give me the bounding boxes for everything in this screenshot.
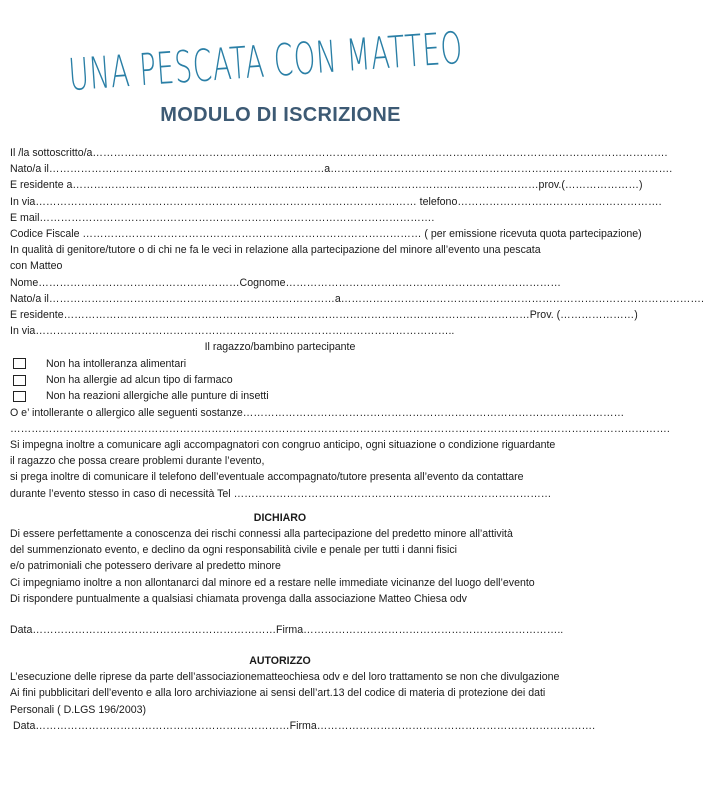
minor-address-field[interactable]: In via………………………………………………………………………………………………………..	[10, 325, 455, 338]
allergy-continuation-field[interactable]: …………………………………………………………………………………………………………………………………………………………………….	[10, 422, 670, 435]
commitment-line-2: il ragazzo che possa creare problemi durante l’evento,	[10, 455, 265, 468]
signer-tax-code-field[interactable]: Codice Fiscale …………………………………………………………………………………… ( per emissione ricevuta quota partecipazione)	[10, 227, 642, 240]
dichiaro-line: Di essere perfettamente a conoscenza dei rischi connessi alla partecipazione del predetto minore all’attività	[10, 527, 513, 540]
event-logo	[62, 6, 700, 102]
dichiaro-signature-row	[10, 622, 564, 638]
checkbox[interactable]	[13, 391, 26, 402]
option-insect-allergy[interactable]	[10, 388, 550, 404]
guardian-statement: In qualità di genitore/tutore o di chi ne fa le veci in relazione alla partecipazione del minore all’evento una pescata con Matteo	[10, 244, 541, 273]
date-field[interactable]: Data………………………………………………………………	[13, 719, 290, 732]
signer-address-phone-field[interactable]: In via……………………………………………………………………………………………… telefono………………………………………………….	[10, 195, 662, 208]
signature-field[interactable]: Firma………………………………………………………………..	[276, 623, 564, 636]
signature-field[interactable]: Firma…………………………………………………………………….	[289, 719, 596, 732]
dichiaro-line: e/o patrimoniali che potessero derivare al predetto minore	[10, 560, 281, 573]
signer-birth-field[interactable]: Nato/a il……………………………………………………………………a…………………………………………………………………………………….	[10, 163, 673, 176]
form-title: MODULO DI ISCRIZIONE	[160, 104, 401, 126]
signer-name-field[interactable]: Il /la sottoscritto/a……………………………………………………………………………………………………………………………………………….	[10, 147, 668, 159]
allergy-field[interactable]: O e’ intollerante o allergico alle seguenti sostanze………………………………………………………………………………………………	[10, 406, 625, 419]
commitment-line-1: Si impegna inoltre a comunicare agli accompagnatori con congruo anticipo, ogni situazione o condizione riguardante	[10, 439, 556, 452]
option-drug-allergy[interactable]	[10, 372, 550, 388]
guardian-phone-field[interactable]: durante l’evento stesso in caso di necessità Tel ………………………………………………………………………………	[10, 487, 552, 500]
date-field[interactable]: Data……………………………………………………………	[10, 623, 277, 636]
autorizzo-signature-row	[10, 718, 596, 734]
autorizzo-line: Personali ( D.LGS 196/2003)	[10, 703, 147, 716]
event-logo-text: UNA PESCATA CON MATTEO	[66, 6, 700, 102]
autorizzo-line: L’esecuzione delle riprese da parte dell’associazionematteochiesa odv e del loro trattamento se non che divulgazione	[10, 671, 560, 684]
registration-form	[10, 145, 704, 734]
autorizzo-heading: AUTORIZZO	[249, 655, 311, 668]
minor-residence-field[interactable]: E residente……………………………………………………………………………………………………………………Prov. (…………………)	[10, 308, 638, 321]
commitment-line-3: si prega inoltre di comunicare il telefono dell’eventuale accompagnato/tutore presenta all’evento da contattare	[10, 471, 524, 484]
dichiaro-line: del summenzionato evento, e declino da ogni responsabilità civile e penale per tutti i danni fisici	[10, 544, 457, 557]
participant-heading: Il ragazzo/bambino partecipante	[204, 341, 356, 354]
dichiaro-line: Di rispondere puntualmente a qualsiasi chiamata provenga dalla associazione Matteo Chiesa odv	[10, 592, 467, 605]
autorizzo-line: Ai fini pubblicitari dell’evento e alla loro archiviazione ai sensi dell’art.13 del codice di materia di protezione dei dati	[10, 687, 546, 700]
dichiaro-heading: DICHIARO	[253, 511, 307, 524]
option-food-intolerance[interactable]	[10, 355, 550, 371]
option-label: Non ha intolleranza alimentari	[46, 357, 187, 370]
option-label: Non ha allergie ad alcun tipo di farmaco	[46, 373, 233, 386]
dichiaro-line: Ci impegniamo inoltre a non allontanarci dal minore ed a restare nelle immediate vicinanze del luogo dell’evento	[10, 576, 535, 589]
minor-birth-field[interactable]: Nato/a il………………………………………………………………………a………………………………………………………………………………………….	[10, 292, 704, 305]
minor-name-field[interactable]: Nome…………………………………………………Cognome……………………………………………………………………	[10, 276, 561, 289]
signer-email-field[interactable]: E mail………………………………………………………………………………………………….	[10, 211, 435, 224]
checkbox[interactable]	[13, 358, 26, 369]
option-label: Non ha reazioni allergiche alle punture di insetti	[46, 390, 269, 403]
checkbox[interactable]	[13, 375, 26, 386]
signer-residence-field[interactable]: E residente a……………………………………………………………………………………………………………………prov.(…………………)	[10, 179, 643, 192]
